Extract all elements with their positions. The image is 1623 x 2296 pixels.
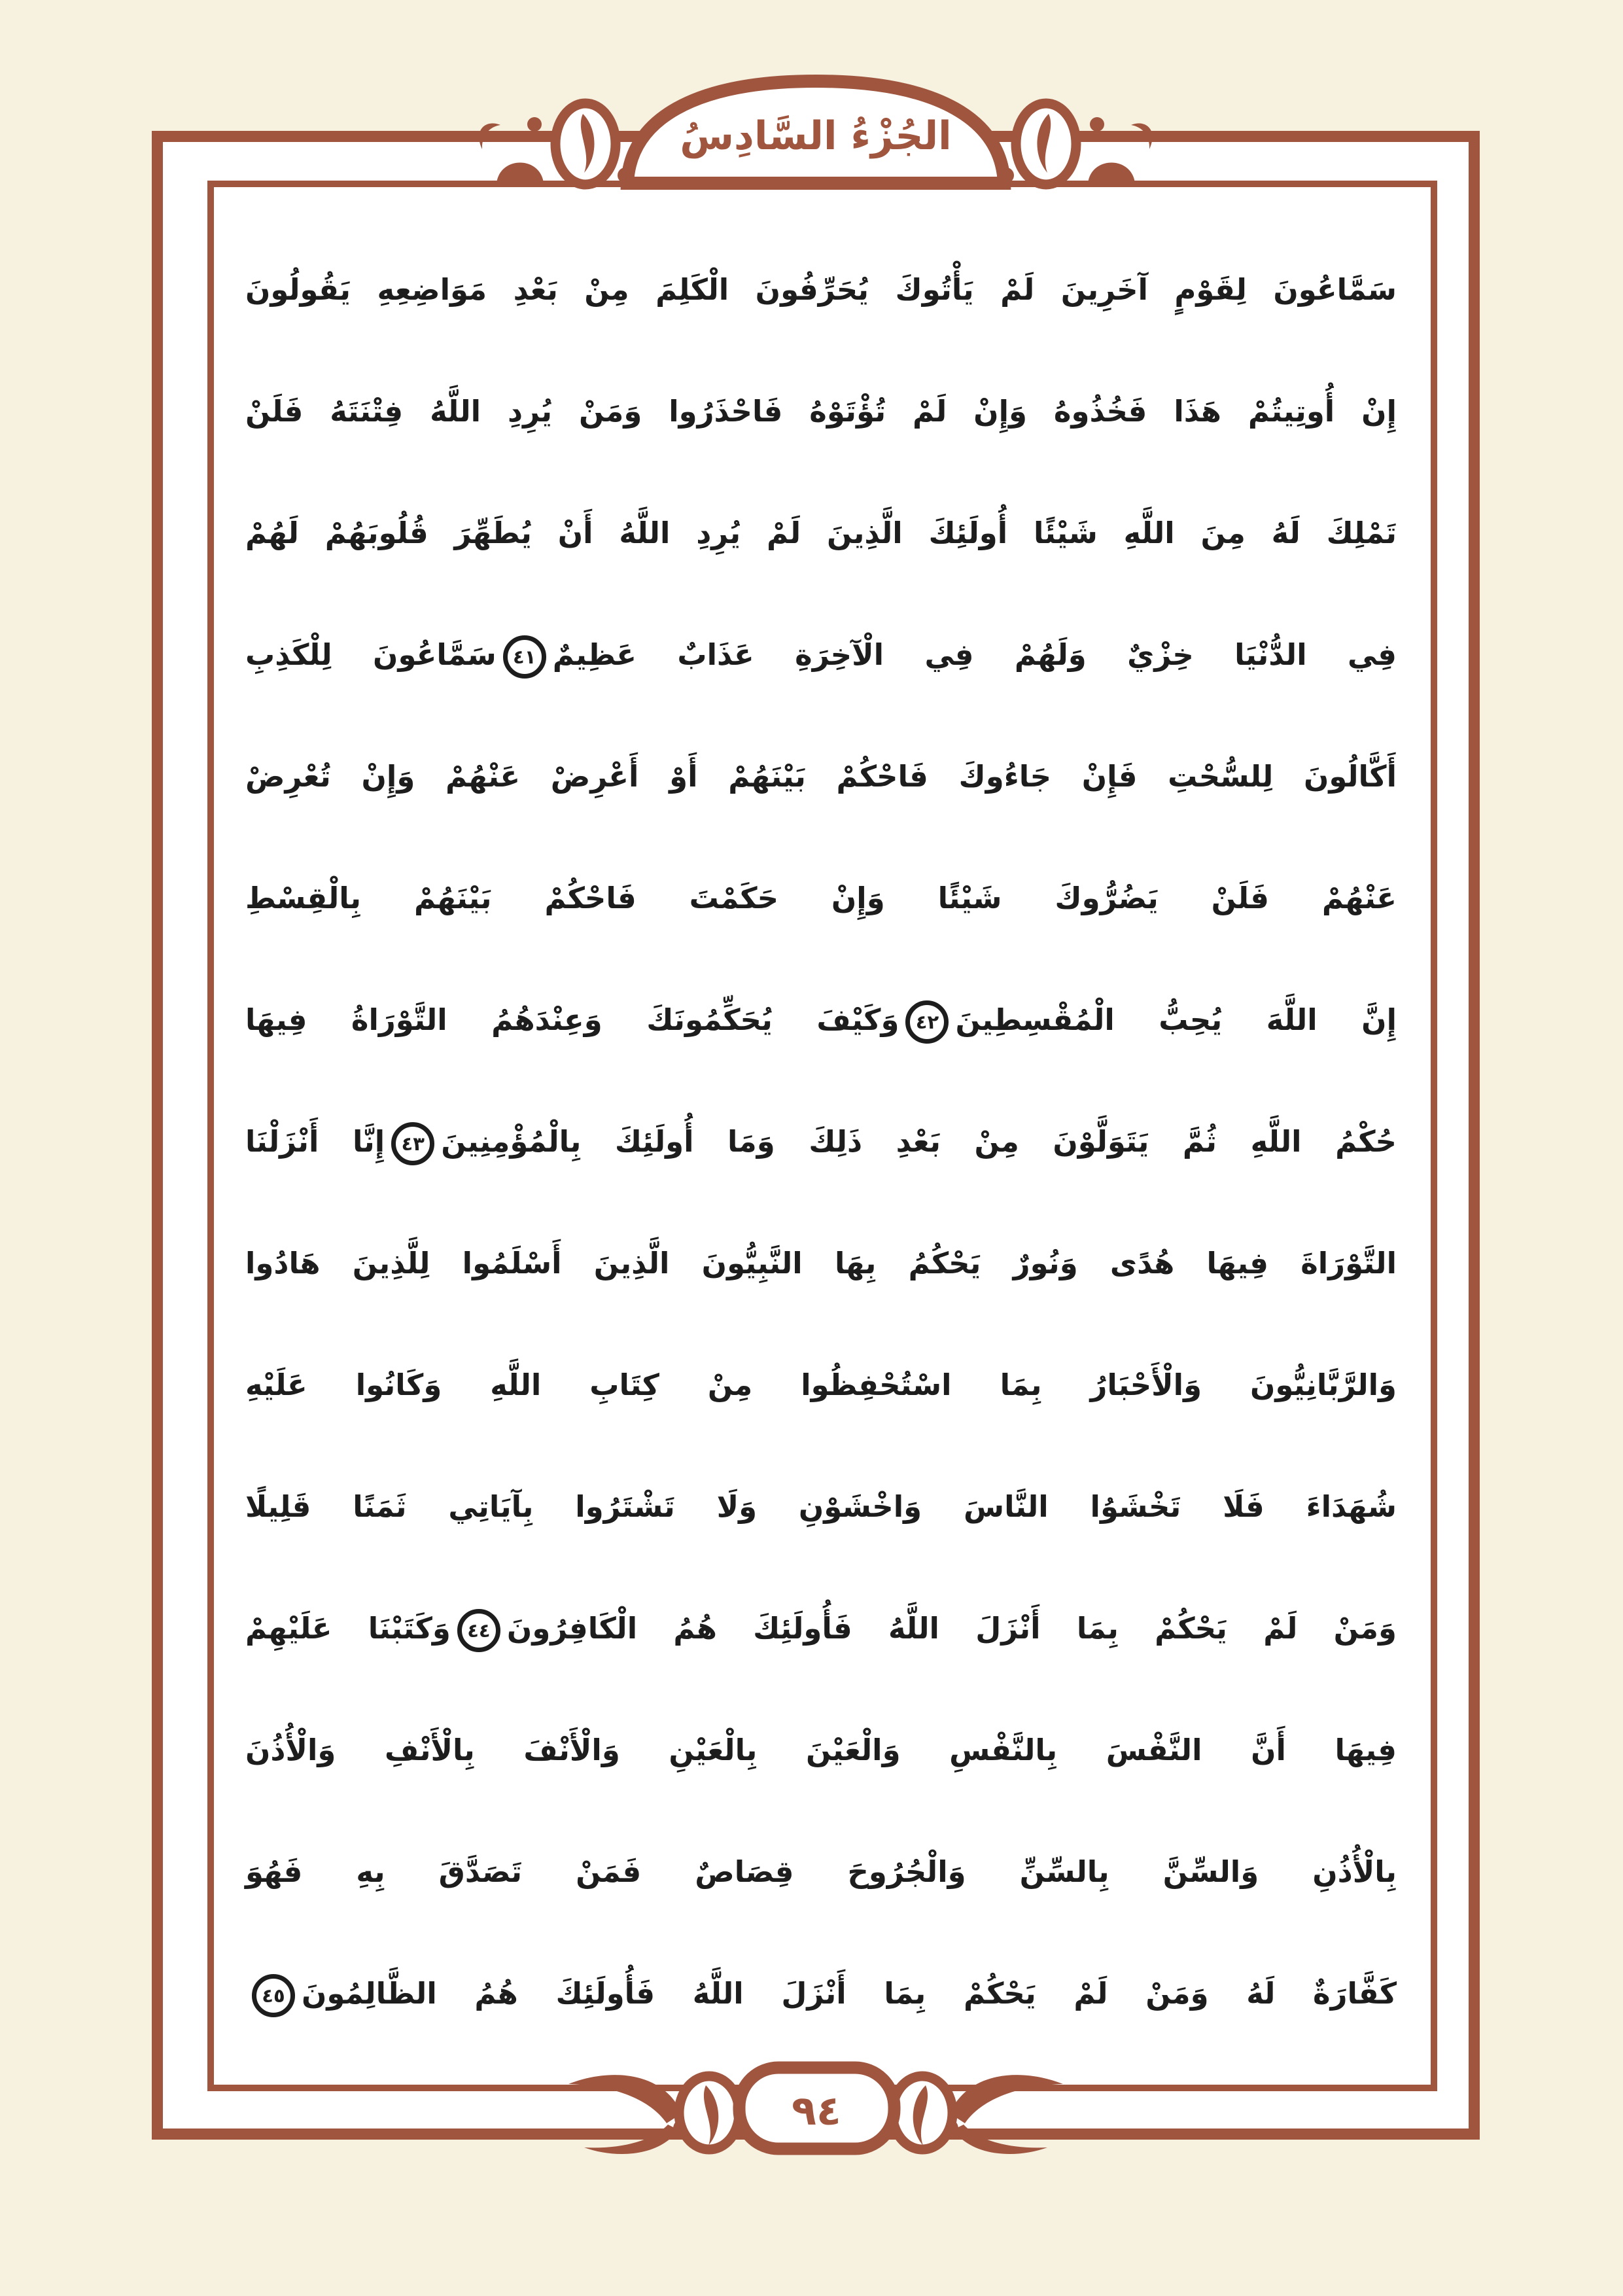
quran-line bbox=[245, 1081, 1397, 1203]
quran-words: إِنَّا أَنْزَلْنَا bbox=[245, 1124, 385, 1159]
quran-words: وَكَيْفَ يُحَكِّمُونَكَ وَعِنْدَهُمُ التَّوْرَاةُ فِيهَا bbox=[245, 1002, 899, 1037]
quran-line bbox=[245, 1811, 1397, 1933]
quran-line bbox=[245, 1446, 1397, 1568]
quran-line bbox=[245, 1203, 1397, 1324]
aya-marker: ٤٣ bbox=[391, 1122, 434, 1165]
aya-marker: ٤٥ bbox=[252, 1974, 295, 2017]
quran-words: إِنَّ اللَّهَ يُحِبُّ الْمُقْسِطِينَ bbox=[955, 1002, 1397, 1037]
quran-line bbox=[245, 1689, 1397, 1811]
quran-line bbox=[245, 351, 1397, 472]
header-dot-icon bbox=[527, 117, 542, 132]
quran-words: وَكَتَبْنَا عَلَيْهِمْ bbox=[245, 1611, 451, 1646]
quran-line bbox=[245, 959, 1397, 1081]
quran-words: عَنْهُمْ فَلَنْ يَضُرُّوكَ شَيْئًا وَإِنْ حَكَمْتَ فَاحْكُمْ بَيْنَهُمْ بِالْقِسْطِ bbox=[245, 881, 1397, 915]
quran-line bbox=[245, 1324, 1397, 1446]
footer-wing-upper-icon bbox=[568, 2075, 682, 2123]
header-hump-icon bbox=[497, 163, 544, 184]
aya-marker: ٤٤ bbox=[457, 1609, 500, 1652]
aya-marker: ٤١ bbox=[503, 635, 546, 679]
quran-words: إِنْ أُوتِيتُمْ هَذَا فَخُذُوهُ وَإِنْ لَمْ تُؤْتَوْهُ فَاحْذَرُوا وَمَنْ يُرِدِ اللَّهُ فِتْنَتَهُ فَلَنْ bbox=[245, 394, 1397, 429]
footer-wing-lower-icon bbox=[584, 2125, 678, 2154]
quran-line bbox=[245, 1933, 1397, 2055]
quran-text-block bbox=[245, 229, 1397, 2055]
quran-words: وَالرَّبَّانِيُّونَ وَالْأَحْبَارُ بِمَا اسْتُحْفِظُوا مِنْ كِتَابِ اللَّهِ وَكَانُوا عَلَيْهِ bbox=[245, 1368, 1397, 1402]
quran-line bbox=[245, 1568, 1397, 1689]
quran-words: فِي الدُّنْيَا خِزْيٌ وَلَهُمْ فِي الْآخِرَةِ عَذَابٌ عَظِيمٌ bbox=[552, 637, 1397, 672]
quran-words: شُهَدَاءَ فَلَا تَخْشَوُا النَّاسَ وَاخْشَوْنِ وَلَا تَشْتَرُوا بِآيَاتِي ثَمَنًا قَلِيلًا bbox=[245, 1489, 1397, 1524]
footer-ornament bbox=[456, 2051, 1176, 2163]
quran-words: حُكْمُ اللَّهِ ثُمَّ يَتَوَلَّوْنَ مِنْ بَعْدِ ذَلِكَ وَمَا أُولَئِكَ بِالْمُؤْمِنِينَ bbox=[441, 1124, 1397, 1159]
page-number: ٩٤ bbox=[792, 2087, 841, 2134]
quran-line bbox=[245, 594, 1397, 716]
quran-words: كَفَّارَةٌ لَهُ وَمَنْ لَمْ يَحْكُمْ بِمَا أَنْزَلَ اللَّهُ فَأُولَئِكَ هُمُ الظَّالِمُونَ bbox=[302, 1976, 1397, 2011]
quran-words: تَمْلِكَ لَهُ مِنَ اللَّهِ شَيْئًا أُولَئِكَ الَّذِينَ لَمْ يُرِدِ اللَّهُ أَنْ يُطَهِّرَ قُلُوبَهُمْ لَهُمْ bbox=[245, 516, 1397, 550]
quran-line bbox=[245, 838, 1397, 959]
quran-line bbox=[245, 229, 1397, 351]
quran-line bbox=[245, 716, 1397, 838]
quran-words: التَّوْرَاةَ فِيهَا هُدًى وَنُورٌ يَحْكُمُ بِهَا النَّبِيُّونَ الَّذِينَ أَسْلَمُوا لِلَّذِينَ هَادُوا bbox=[245, 1246, 1397, 1280]
quran-words: سَمَّاعُونَ لِقَوْمٍ آخَرِينَ لَمْ يَأْتُوكَ يُحَرِّفُونَ الْكَلِمَ مِنْ بَعْدِ مَوَاضِعِهِ يَقُولُونَ bbox=[245, 272, 1397, 307]
aya-marker: ٤٢ bbox=[905, 1000, 949, 1044]
quran-words: فِيهَا أَنَّ النَّفْسَ بِالنَّفْسِ وَالْعَيْنَ بِالْعَيْنِ وَالْأَنْفَ بِالْأَنْفِ وَالْأُذُنَ bbox=[245, 1733, 1397, 1767]
juz-header-ornament bbox=[436, 64, 1195, 195]
header-leaf-icon bbox=[479, 124, 500, 149]
quran-words: بِالْأُذُنِ وَالسِّنَّ بِالسِّنِّ وَالْجُرُوحَ قِصَاصٌ فَمَنْ تَصَدَّقَ بِهِ فَهُوَ bbox=[245, 1854, 1397, 1889]
juz-title: الجُزْءُ السَّادِسُ bbox=[680, 113, 952, 159]
quran-words: سَمَّاعُونَ لِلْكَذِبِ bbox=[245, 637, 497, 672]
quran-words: أَكَّالُونَ لِلسُّحْتِ فَإِنْ جَاءُوكَ فَاحْكُمْ بَيْنَهُمْ أَوْ أَعْرِضْ عَنْهُمْ وَإِنْ تُعْرِضْ bbox=[245, 759, 1397, 794]
quran-words: وَمَنْ لَمْ يَحْكُمْ بِمَا أَنْزَلَ اللَّهُ فَأُولَئِكَ هُمُ الْكَافِرُونَ bbox=[506, 1611, 1397, 1646]
quran-line bbox=[245, 472, 1397, 594]
